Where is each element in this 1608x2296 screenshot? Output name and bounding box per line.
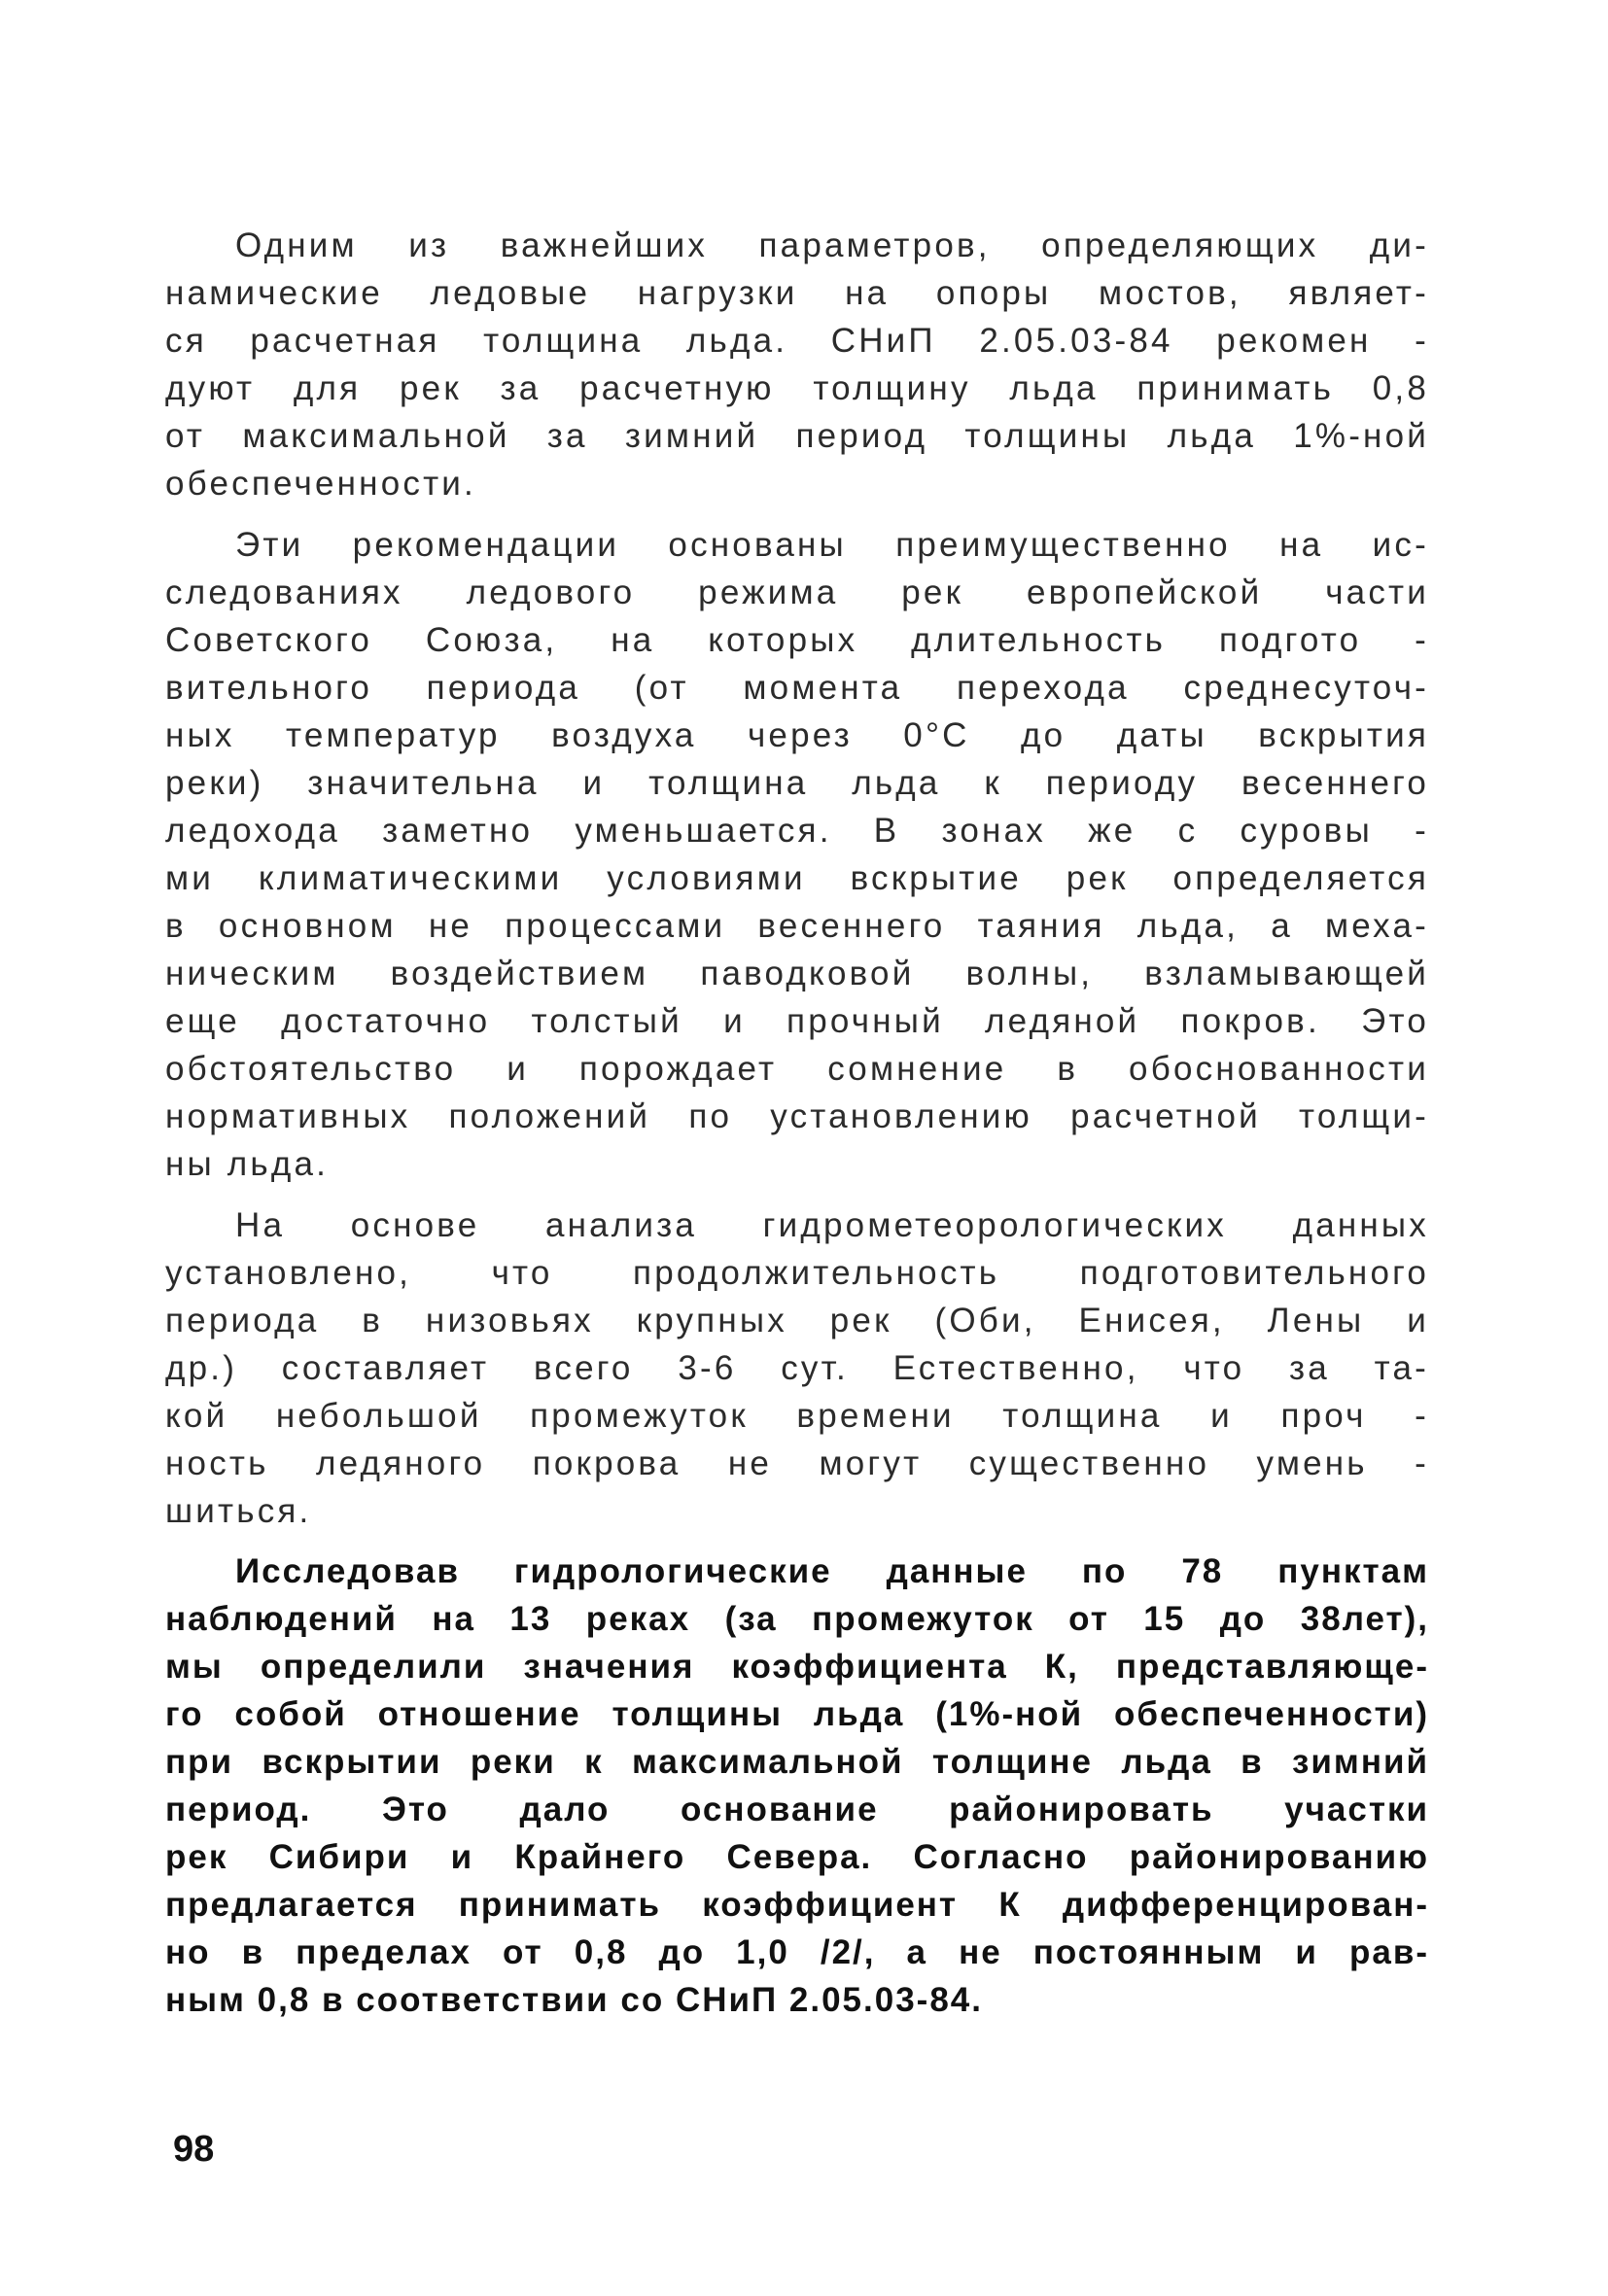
text-line: Эти рекомендации основаны преимущественно на ис- [235, 526, 1429, 564]
text-line: от максимальной за зимний период толщины льда 1%-ной [165, 417, 1429, 455]
text-line: вительного периода (от момента перехода среднесуточ- [165, 669, 1429, 707]
text-line: др.) составляет всего 3-6 сут. Естественно, что за та- [165, 1349, 1429, 1387]
text-line: но в пределах от 0,8 до 1,0 /2/, а не постоянным и рав- [165, 1933, 1429, 1971]
text-line: ся расчетная толщина льда. СНиП 2.05.03-84 рекомен - [165, 322, 1429, 360]
text-line: ны льда. [165, 1145, 330, 1183]
text-line: обеспеченности. [165, 465, 476, 503]
text-line: еще достаточно толстый и прочный ледяной покров. Это [165, 1002, 1429, 1040]
paragraph-coefficient-k-study [165, 1548, 1429, 2024]
paragraph-ice-thickness-parameter [165, 222, 1429, 507]
text-line: ническим воздействием паводковой волны, взламывающей [165, 955, 1429, 992]
text-line: наблюдений на 13 реках (за промежуток от 15 до 38лет), [165, 1600, 1429, 1638]
text-line: ным 0,8 в соответствии со СНиП 2.05.03-84. [165, 1981, 983, 2019]
text-line: мы определили значения коэффициента К, представляюще- [165, 1648, 1429, 1686]
text-line: предлагается принимать коэффициент К дифференцирован- [165, 1886, 1429, 1924]
text-line: шиться. [165, 1492, 312, 1530]
text-line: ледохода заметно уменьшается. В зонах же с суровы - [165, 812, 1429, 850]
text-line: ми климатическими условиями вскрытие рек определяется [165, 859, 1429, 897]
paragraph-recommendations-basis [165, 521, 1429, 1188]
paragraph-hydrometeorological-analysis [165, 1201, 1429, 1535]
text-line: ность ледяного покрова не могут существенно умень - [165, 1444, 1429, 1482]
page-number: 98 [173, 2129, 215, 2170]
text-line: следованиях ледового режима рек европейской части [165, 574, 1429, 611]
text-line: ных температур воздуха через 0°С до даты вскрытия [165, 716, 1429, 754]
text-line: На основе анализа гидрометеорологических данных [235, 1206, 1429, 1244]
text-line: кой небольшой промежуток времени толщина и проч - [165, 1397, 1429, 1435]
text-line: рек Сибири и Крайнего Севера. Согласно районированию [165, 1838, 1429, 1876]
text-line: го собой отношение толщины льда (1%-ной обеспеченности) [165, 1695, 1429, 1733]
text-line: нормативных положений по установлению расчетной толщи- [165, 1097, 1429, 1135]
text-line: обстоятельство и порождает сомнение в обоснованности [165, 1050, 1429, 1088]
text-line: реки) значительна и толщина льда к периоду весеннего [165, 764, 1429, 802]
text-line: Советского Союза, на которых длительность подгото - [165, 621, 1429, 659]
text-line: период. Это дало основание районировать участки [165, 1791, 1429, 1828]
text-line: намические ледовые нагрузки на опоры мостов, являет- [165, 274, 1429, 312]
text-line: Исследовав гидрологические данные по 78 пунктам [235, 1552, 1429, 1590]
text-line: установлено, что продолжительность подготовительного [165, 1254, 1429, 1292]
text-line: дуют для рек за расчетную толщину льда принимать 0,8 [165, 369, 1429, 407]
text-line: при вскрытии реки к максимальной толщине льда в зимний [165, 1743, 1429, 1781]
text-line: периода в низовьях крупных рек (Оби, Енисея, Лены и [165, 1302, 1429, 1339]
text-line: в основном не процессами весеннего таяния льда, а меха- [165, 907, 1429, 945]
text-line: Одним из важнейших параметров, определяющих ди- [235, 226, 1429, 264]
